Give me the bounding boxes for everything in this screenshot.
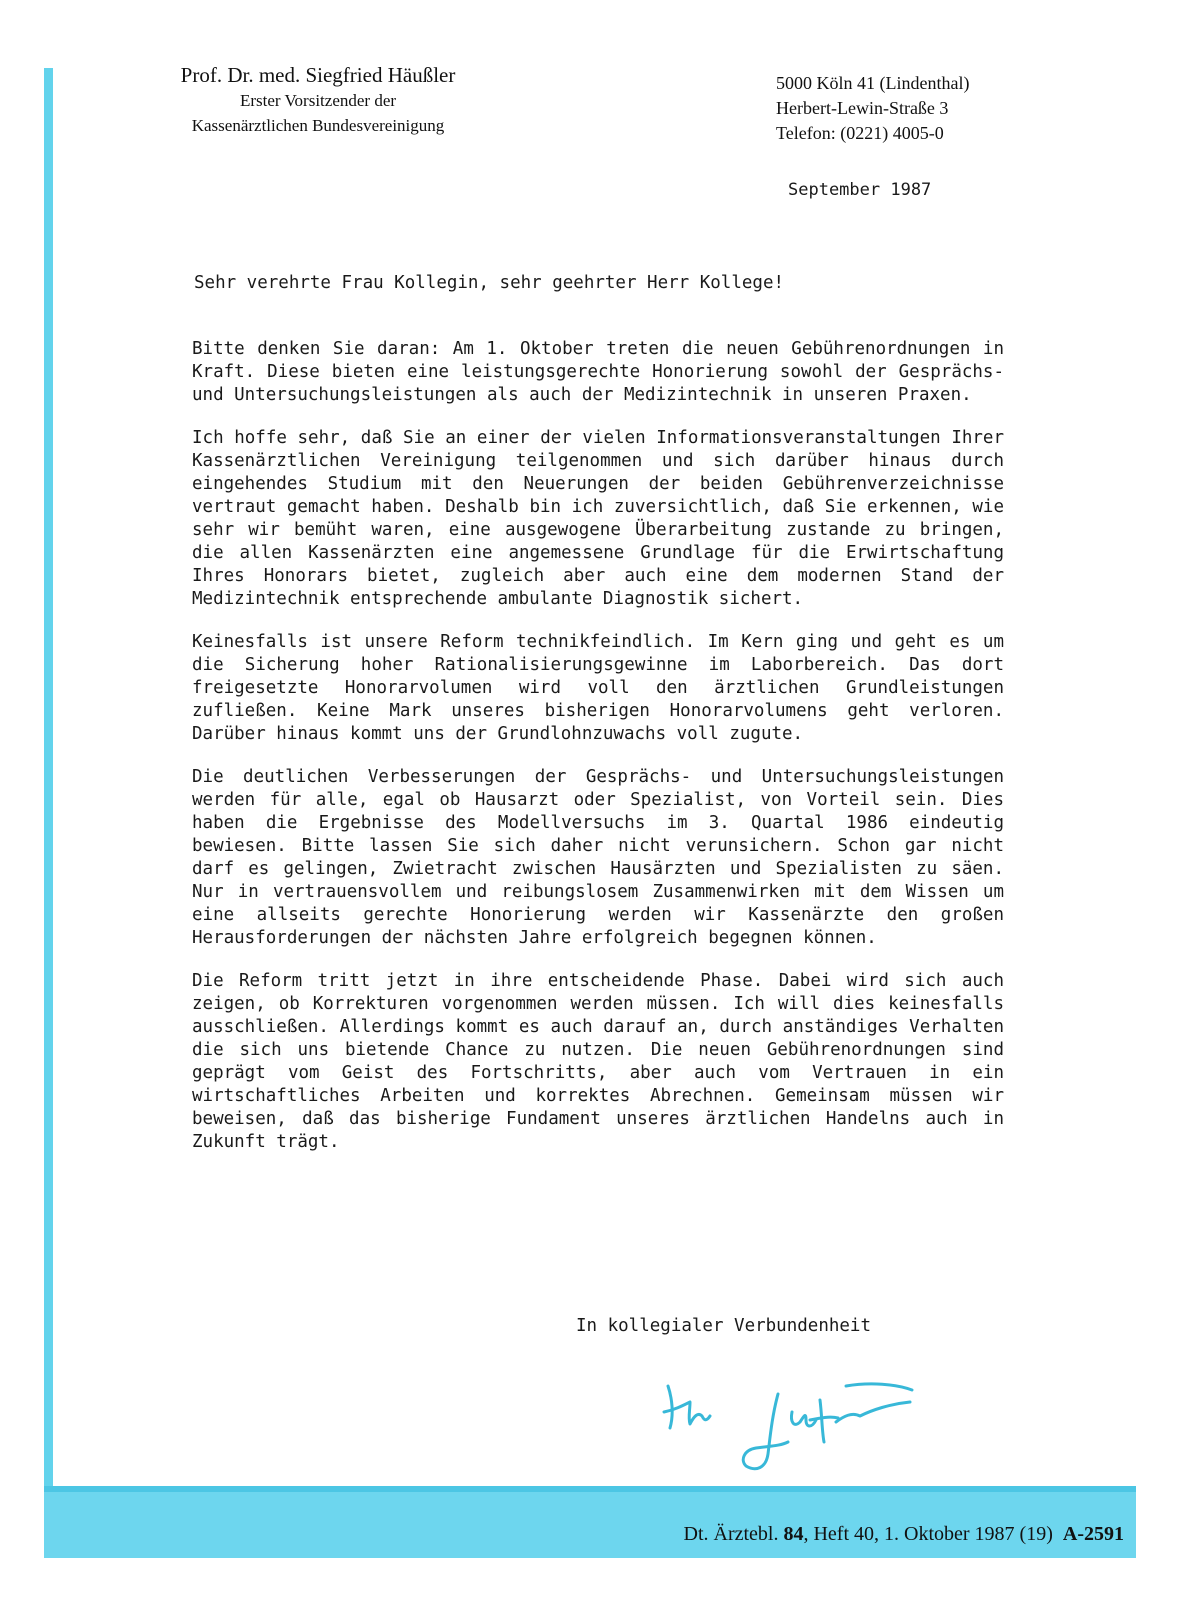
footer-journal: Dt. Ärztebl. <box>683 1523 779 1545</box>
footer-band-edge <box>44 1486 1136 1492</box>
sender-role-line2: Kassenärztlichen Bundesvereinigung <box>191 116 445 135</box>
footer-citation <box>684 1523 1125 1546</box>
paragraph-2: Ich hoffe sehr, daß Sie an einer der vielen Informationsveranstaltungen Ihrer Kassenärztlichen Vereinigung teilgenommen und sich darüber hinaus durch eingehendes Studium mit den Neuerungen der beiden Gebührenverzeichnisse vertraut gemacht haben. Deshalb bin ich zuversichtlich, daß Sie erkennen, wie sehr wir bemüht waren, eine ausgewogene Überarbeitung zustande zu bringen, die allen Kassenärzten eine angemessene Grundlage für die Erwirtschaftung Ihres Honorars bietet, zugleich aber auch eine dem modernen Stand der Medizintechnik entsprechende ambulante Diagnostik sichert. <box>192 428 1004 609</box>
letter-date: September 1987 <box>788 180 932 200</box>
paragraph-3: Keinesfalls ist unsere Reform technikfeindlich. Im Kern ging und geht es um die Sicherung hoher Rationalisierungsgewinne im Laborbereich. Das dort freigesetzte Honorarvolumen wird voll den ärztlichen Grundleistungen zufließen. Keine Mark unseres bisherigen Honorarvolumens geht verloren. Darüber hinaus kommt uns der Grundlohnzuwachs voll zugute. <box>192 632 1004 744</box>
address-line3: Telefon: (0221) 4005-0 <box>776 123 944 143</box>
footer-page: A-2591 <box>1062 1523 1124 1545</box>
signature <box>660 1376 920 1486</box>
paragraph-1: Bitte denken Sie daran: Am 1. Oktober treten die neuen Gebührenordnungen in Kraft. Diese bieten eine leistungsgerechte Honorierung sowohl der Gesprächs- und Untersuchungsleistungen als auch der Medizintechnik in unseren Praxen. <box>192 339 1004 405</box>
address-block <box>776 71 969 146</box>
footer-volume: 84 <box>783 1523 804 1545</box>
closing: In kollegialer Verbundenheit <box>576 1316 872 1336</box>
accent-bar-left <box>44 68 53 1498</box>
paragraph-5: Die Reform tritt jetzt in ihre entscheidende Phase. Dabei wird sich auch zeigen, ob Korrekturen vorgenommen werden müssen. Ich will dies keinesfalls ausschließen. Allerdings kommt es auch darauf an, durch anständiges Verhalten die sich uns bietende Chance zu nutzen. Die neuen Gebührenordnungen sind geprägt vom Geist des Fortschritts, aber auch vom Vertrauen in ein wirtschaftliches Arbeiten und korrektes Abrechnen. Gemeinsam müssen wir beweisen, daß das bisherige Fundament unseres ärztlichen Handelns auch in Zukunft trägt. <box>192 971 1004 1152</box>
footer-band <box>44 1486 1136 1558</box>
sender-role-line1: Erster Vorsitzender der <box>239 91 397 110</box>
address-line2: Herbert-Lewin-Straße 3 <box>776 98 949 118</box>
letter-body <box>192 272 1004 1174</box>
sender-name: Prof. Dr. med. Siegfried Häußler <box>180 63 456 87</box>
address-line1: 5000 Köln 41 (Lindenthal) <box>776 73 970 93</box>
salutation: Sehr verehrte Frau Kollegin, sehr geehrter Herr Kollege! <box>194 273 785 293</box>
footer-issue-date: , Heft 40, 1. Oktober 1987 (19) <box>803 1523 1053 1545</box>
paragraph-4: Die deutlichen Verbesserungen der Gesprächs- und Untersuchungsleistungen werden für alle, egal ob Hausarzt oder Spezialist, von Vorteil sein. Dies haben die Ergebnisse des Modellversuchs im 3. Quartal 1986 eindeutig bewiesen. Bitte lassen Sie sich daher nicht verunsichern. Schon gar nicht darf es gelingen, Zwietracht zwischen Hausärzten und Spezialisten zu säen. Nur in vertrauensvollem und reibungslosem Zusammenwirken mit dem Wissen um eine allseits gerechte Honorierung werden wir Kassenärzte den großen Herausforderungen der nächsten Jahre erfolgreich begegnen können. <box>192 767 1004 948</box>
sender-block <box>148 62 488 138</box>
